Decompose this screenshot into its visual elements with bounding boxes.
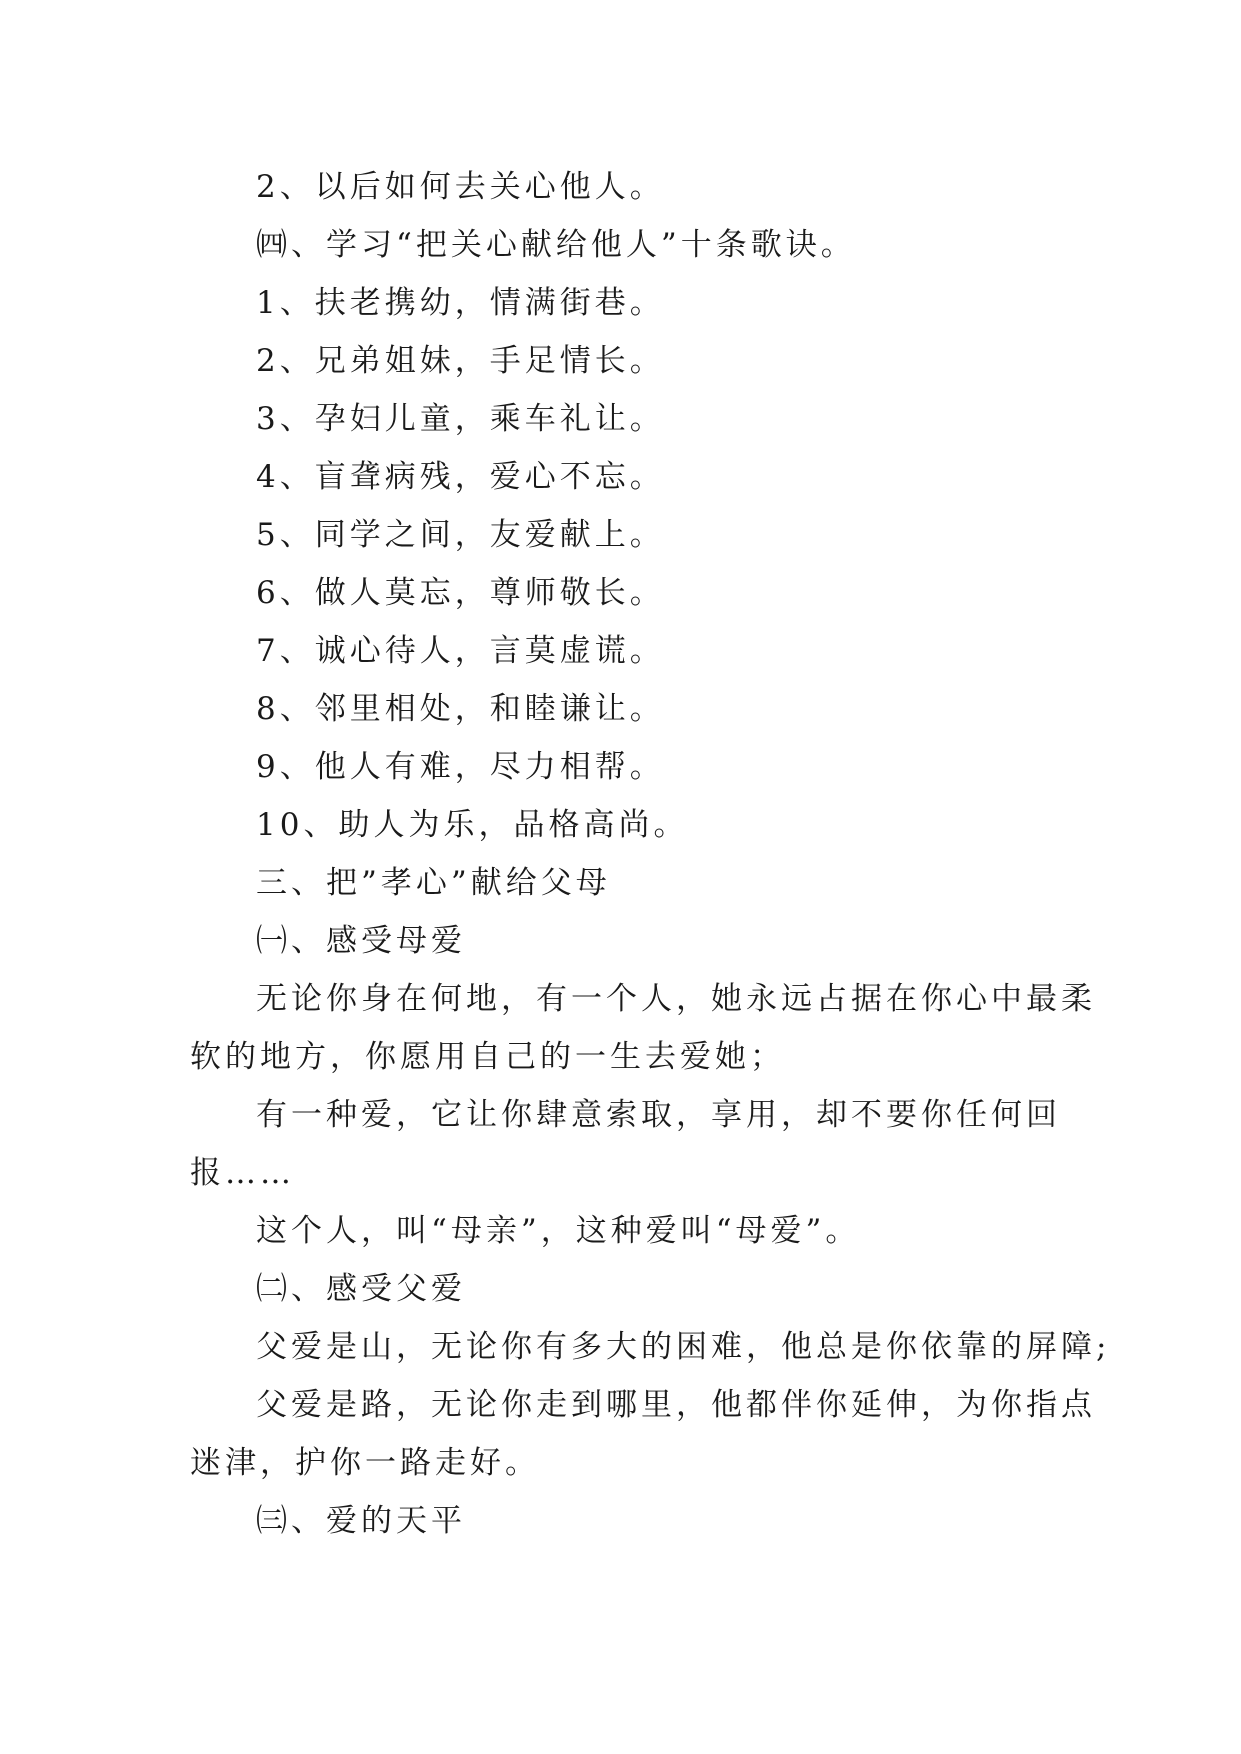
paragraph-mother-2-line-1: 有一种爱，它让你肆意索取，享用，却不要你任何回 xyxy=(256,1097,1061,1133)
verse-line-6: 6、做人莫忘，尊师敬长。 xyxy=(256,575,665,611)
verse-line-7: 7、诚心待人，言莫虚谎。 xyxy=(256,633,665,669)
subheading-love-balance: ㈢、爱的天平 xyxy=(256,1503,466,1539)
paragraph-mother-1-line-2: 软的地方，你愿用自己的一生去爱她； xyxy=(190,1039,785,1075)
paragraph-mother-1-line-1: 无论你身在何地，有一个人，她永远占据在你心中最柔 xyxy=(256,981,1096,1017)
section-heading-four: ㈣、学习“把关心献给他人”十条歌诀。 xyxy=(256,227,856,263)
verse-line-2: 2、兄弟姐妹，手足情长。 xyxy=(256,343,665,379)
verse-line-8: 8、邻里相处，和睦谦让。 xyxy=(256,691,665,727)
document-body xyxy=(190,158,1111,1550)
paragraph-father-2-line-2: 迷津，护你一路走好。 xyxy=(190,1445,540,1481)
verse-line-1: 1、扶老携幼，情满街巷。 xyxy=(256,285,665,321)
verse-line-10: 10、助人为乐，品格高尚。 xyxy=(256,807,689,843)
paragraph-mother-3: 这个人，叫“母亲”，这种爱叫“母爱”。 xyxy=(256,1213,861,1249)
paragraph-mother-2-line-2: 报…… xyxy=(190,1155,295,1191)
verse-line-9: 9、他人有难，尽力相帮。 xyxy=(256,749,665,785)
verse-line-4: 4、盲聋病残，爱心不忘。 xyxy=(256,459,665,495)
verse-line-5: 5、同学之间，友爱献上。 xyxy=(256,517,665,553)
paragraph-father-1: 父爱是山，无论你有多大的困难，他总是你依靠的屏障; xyxy=(256,1329,1111,1365)
verse-line-3: 3、孕妇儿童，乘车礼让。 xyxy=(256,401,665,437)
subheading-father-love: ㈡、感受父爱 xyxy=(256,1271,466,1307)
subheading-mother-love: ㈠、感受母爱 xyxy=(256,923,466,959)
paragraph-father-2-line-1: 父爱是路，无论你走到哪里，他都伴你延伸，为你指点 xyxy=(256,1387,1096,1423)
section-heading-filial: 三、把”孝心”献给父母 xyxy=(256,865,611,901)
text-line-care-others: 2、以后如何去关心他人。 xyxy=(256,169,665,205)
